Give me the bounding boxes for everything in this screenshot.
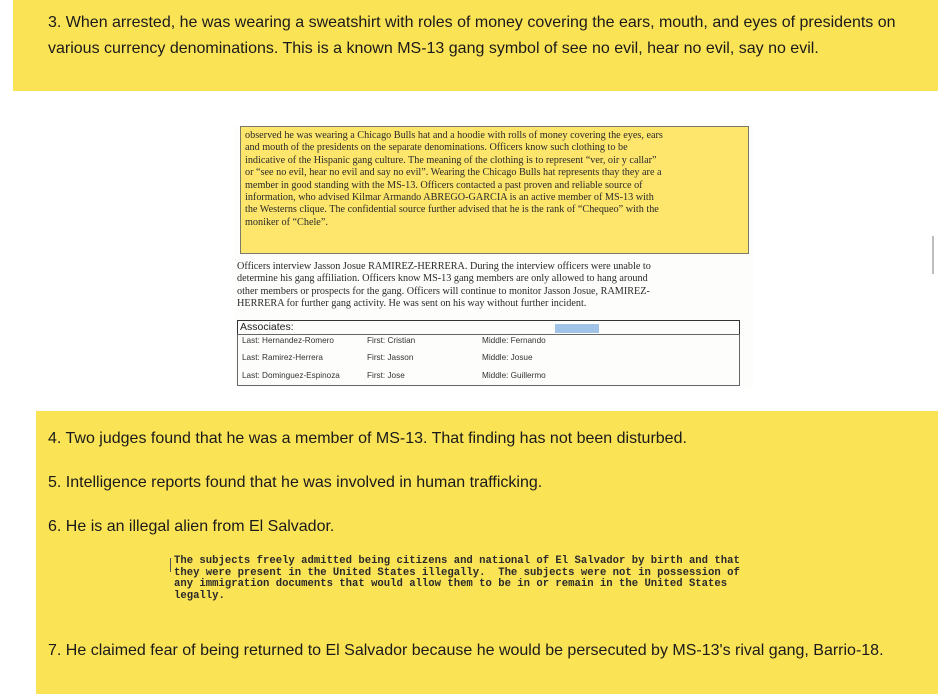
associate-row [242,336,722,350]
report-line: other members or prospects for the gang. Officers will continue to monitor Jasson Josue, RAMIREZ- [237,285,650,297]
excerpt-line: any immigration documents that would allow them to be in or remain in the United States [174,578,728,590]
associates-header: Associates: [237,320,740,334]
excerpt-line: legally. [174,589,225,602]
item-5-text: 5. Intelligence reports found that he was involved in human trafficking. [48,474,543,491]
item-4-text: 4. Two judges found that he was a member of MS-13. That finding has not been disturbed. [48,430,687,447]
item-7-text: 7. He claimed fear of being returned to El Salvador because he would be persecuted by MS-13's rival gang, Barrio-18. [48,642,884,659]
report-line: the Westerns clique. The confidential source further advised that he is the rank of “Chequeo” with the [245,204,659,216]
associate-first: First: Jasson [367,353,414,362]
associate-first: First: Cristian [367,336,416,345]
scan-edge-line [170,558,171,572]
scanned-police-report [235,126,753,388]
associate-last: Last: Dominguez-Espinoza [242,371,340,380]
report-highlighted-paragraph [240,126,749,254]
excerpt-line: The subjects freely admitted being citizens and national of El Salvador by birth and that [174,555,740,567]
report-line: observed he was wearing a Chicago Bulls hat and a hoodie with rolls of money covering the eyes, ears [245,130,663,141]
immigration-document-excerpt [170,556,810,612]
report-line: information, who advised Kilmar Armando ABREGO-GARCIA is an active member of MS-13 with [245,192,654,204]
item-3-text: 3. When arrested, he was wearing a sweatshirt with roles of money covering the ears, mouth, and eyes of presidents on various currency denominations. This is a known MS-13 gang symbol of see no evil, hear no evil, say no evil. [48,14,896,57]
associate-row [242,371,722,385]
scrollbar-thumb[interactable] [932,236,934,274]
report-second-paragraph [237,261,747,311]
highlight-band-bottom [36,411,938,694]
highlight-band-top [13,0,938,91]
excerpt-line: they were present in the United States illegally. The subjects were not in possession of [174,566,740,579]
associate-row [242,353,722,367]
associate-first: First: Jose [367,371,405,380]
report-line: member in good standing with the MS-13. Officers contacted a past proven and reliable source of [245,179,643,191]
report-line: determine his gang affiliation. Officers know MS-13 gang members are only allowed to hang around [237,273,648,285]
report-line: indicative of the Hispanic gang culture. The meaning of the clothing is to represent “ver, oir y callar” [245,154,657,166]
report-line: moniker of “Chele”. [245,216,328,228]
associate-middle: Middle: Josue [482,353,533,362]
report-line: or “see no evil, hear no evil and say no evil”. Wearing the Chicago Bulls hat represents thay they are a [245,167,662,179]
report-line: HERRERA for further gang activity. He was sent on his way without further incident. [237,298,587,310]
associate-middle: Middle: Fernando [482,336,546,345]
associate-last: Last: Ramirez-Herrera [242,353,323,362]
report-line: and mouth of the presidents on the separate denominations. Officers know such clothing to be [245,142,628,154]
associate-last: Last: Hernandez-Romero [242,336,334,345]
item-6-text: 6. He is an illegal alien from El Salvador. [48,518,335,535]
report-line: Officers interview Jasson Josue RAMIREZ-HERRERA. During the interview officers were unable to [237,261,651,272]
associate-middle: Middle: Guillermo [482,371,546,380]
